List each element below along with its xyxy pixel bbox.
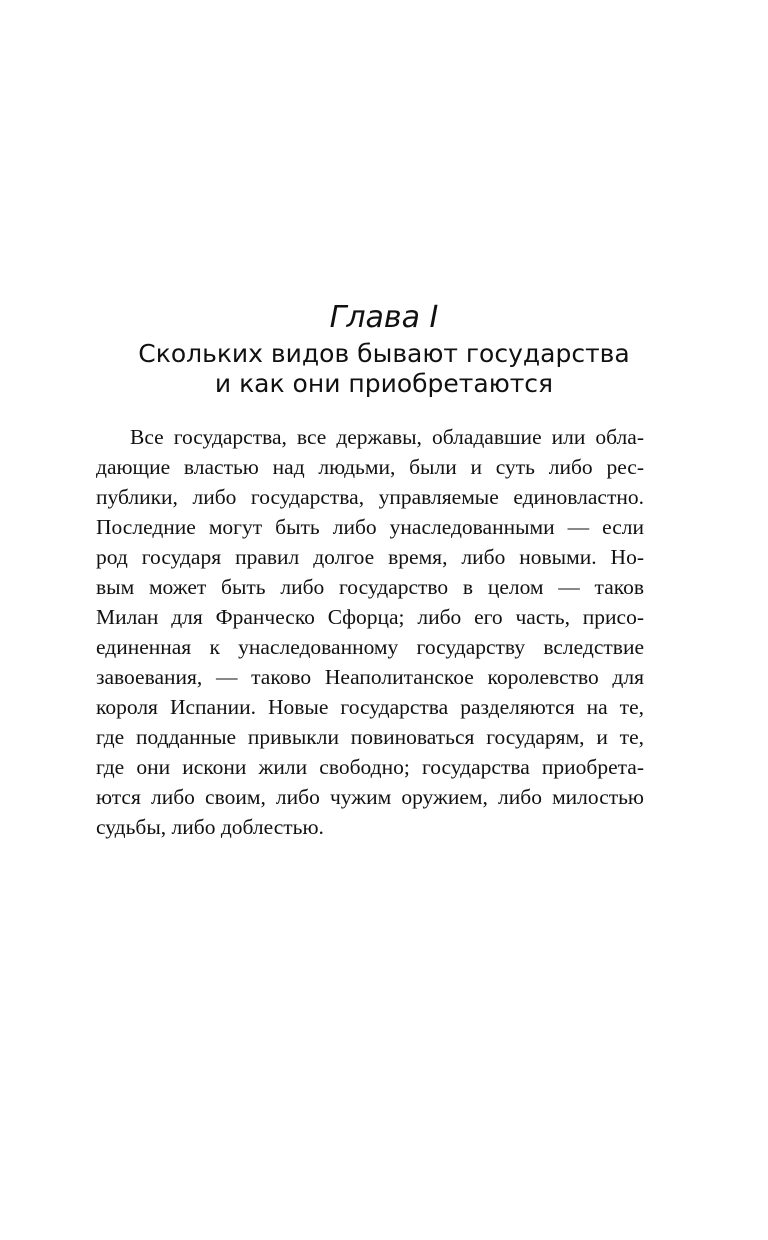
paragraph-line: судьбы, либо доблестью. (96, 815, 324, 839)
chapter-title-line: и как они приобретаются (214, 369, 554, 398)
paragraph-line: Все государства, все державы, обладавшие или обла- (130, 425, 644, 449)
chapter-title-line: Скольких видов бывают государства (138, 339, 630, 368)
paragraph-line: Милан для Франческо Сфорца; либо его часть, присо- (96, 605, 644, 629)
paragraph-line: где подданные привыкли повиноваться государям, и те, (96, 725, 644, 749)
paragraph-line: ются либо своим, либо чужим оружием, либо милостью (96, 785, 644, 809)
paragraph-line: Последние могут быть либо унаследованными — если (96, 515, 644, 539)
chapter-paragraph (96, 422, 644, 842)
paragraph-line: род государя правил долгое время, либо новыми. Но- (96, 545, 644, 569)
paragraph-line: дающие властью над людьми, были и суть либо рес- (96, 455, 644, 479)
paragraph-line: единенная к унаследованному государству вследствие (96, 635, 644, 659)
paragraph-line: вым может быть либо государство в целом — таков (96, 575, 644, 599)
chapter-label: Глава I (329, 300, 439, 335)
paragraph-line: где они искони жили свободно; государства приобрета- (96, 755, 644, 779)
paragraph-line: завоевания, — таково Неаполитанское королевство для (96, 665, 644, 689)
paragraph-line: короля Испании. Новые государства разделяются на те, (96, 695, 644, 719)
paragraph-line: публики, либо государства, управляемые единовластно. (96, 485, 644, 509)
chapter-title (0, 339, 768, 399)
